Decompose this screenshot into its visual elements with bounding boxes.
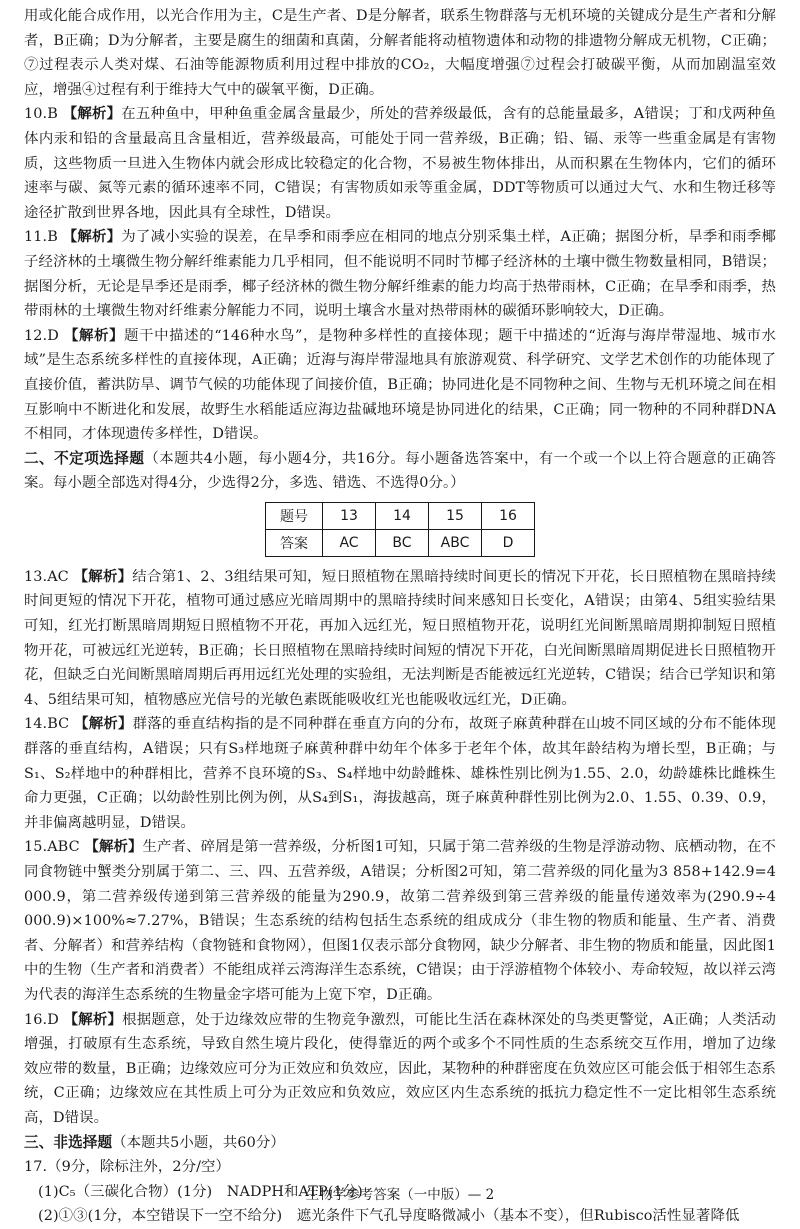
- item-text: 群落的垂直结构指的是不同种群在垂直方向的分布，故斑子麻黄种群在山坡不同区域的分布不能体现群落的垂直结构，A错误；只有S₃样地斑子麻黄种群中幼年个体多于老年个体，故其年龄结构为增长型，B正确；与S₁、S₂样地中的种群相比，营养不良环境的S₃、S₄样地中幼龄雌株、雄株性别比例为1.55、2.0，幼龄雄株比雌株生命力更强，C正确；以幼龄性别比例为例，从S₄到S₁，海拔越高，斑子麻黄种群性别比例为2.0、1.55、0.39、0.9，并非偏离越明显，D错误。: [24, 716, 776, 831]
- item-q11: [24, 225, 776, 323]
- section-3-heading: [24, 1131, 776, 1156]
- item-text: 题干中描述的“146种水鸟”，是物种多样性的直接体现；题干中描述的“近海与海岸带湿地、城市水域”是生态系统多样性的直接体现，A正确；近海与海岸带湿地具有旅游观赏、科学研究、文学艺术创作的功能体现了直接价值，蓄洪防旱、调节气候的功能体现了间接价值，B正确；协同进化是不同物种之间、生物与无机环境之间在相互影响中不断进化和发展，故野生水稻能适应海边盐碱地环境是协同进化的结果，C正确；同一物种的不同种群DNA不相同，才体现遗传多样性，D错误。: [24, 327, 776, 443]
- item-answer: B: [47, 106, 58, 123]
- section-2-title: 二、不定项选择题: [24, 449, 145, 467]
- item-number: 10.: [24, 106, 48, 123]
- analysis-tag: 【解析】: [74, 716, 133, 733]
- analysis-tag: 【解析】: [73, 568, 133, 585]
- analysis-tag: 【解析】: [62, 229, 122, 246]
- item-answer: BC: [47, 716, 70, 733]
- section-3-title: 三、非选择题: [24, 1133, 113, 1151]
- item-q15: [24, 835, 776, 1007]
- item-answer: D: [47, 1011, 59, 1028]
- item-q13: [24, 565, 776, 713]
- item-q12: [24, 324, 776, 447]
- answer-table-answer-row: [266, 529, 535, 556]
- section-2-note: （本题共4小题，每小题4分，共16分。每小题备选答案中，有一个或一个以上符合题意的正确答案。每小题全部选对得4分，少选得2分，多选、错选、不选得0分。）: [24, 450, 776, 492]
- row-label-answer: 答案: [266, 529, 323, 556]
- table-number-cell: 15: [429, 502, 482, 529]
- section-3-note: （本题共5小题，共60分）: [112, 1134, 285, 1151]
- item-number: 14.: [24, 716, 48, 733]
- table-answer-cell: BC: [376, 529, 429, 556]
- item-answer: ABC: [47, 839, 80, 856]
- q17-line-1: (1)C₅（三碳化合物）(1分) NADPH和ATP(1分): [38, 1183, 363, 1200]
- item-number: 13.: [24, 568, 48, 585]
- table-number-cell: 14: [376, 502, 429, 529]
- table-number-cell: 16: [482, 502, 535, 529]
- section-2-heading: [24, 447, 776, 496]
- item-number: 12.: [24, 327, 48, 344]
- item-answer: AC: [47, 568, 69, 585]
- item-q14: [24, 712, 776, 835]
- item-number: 15.: [24, 839, 48, 856]
- answer-table-number-row: [266, 502, 535, 529]
- item-number: 11.: [24, 229, 48, 246]
- row-label-number: 题号: [266, 502, 323, 529]
- item-text: 在五种鱼中，甲种鱼重金属含量最少，所处的营养级最低，含有的总能量最多，A错误；丁和戊两种鱼体内汞和铅的含量最高且含量相近，营养级最高，可能处于同一营养级，B正确；铅、镉、汞等一些重金属是有害物质，这些物质一旦进入生物体内就会形成比较稳定的化合物，不易被生物体排出，从而积累在生物体内，它们的循环速率与碳、氮等元素的循环速率不同，C错误；有害物质如汞等重金属，DDT等物质可以通过大气、水和生物迁移等途径扩散到世界各地，因此具有全球性，D错误。: [24, 106, 776, 221]
- item-text: 生产者、碎屑是第一营养级，分析图1可知，只属于第二营养级的生物是浮游动物、底栖动物，在不同食物链中蟹类分别属于第二、三、四、五营养级，A错误；分析图2可知，第二营养级的同化量为3 858+142.9=4 000.9，第二营养级传递到第三营养级的能量为290.9，故第二营养级到第三营养级的能量传递效率为(290.9÷4 000.9)×100%≈7.27%，B错误；生态系统的结构包括生态系统的组成成分（非生物的物质和能量、生产者、消费者、分解者）和营养结构（食物链和食物网），但图1仅表示部分食物网，缺少分解者、非生物的物质和能量，因此图1中的生物（生产者和消费者）不能组成祥云湾海洋生态系统，C错误；由于浮游植物个体较小、寿命较短，故以祥云湾为代表的海洋生态系统的生物量金字塔可能为上宽下窄，D正确。: [24, 839, 776, 1003]
- answer-table: [265, 502, 535, 557]
- q17-line-2: (2)①③(1分，本空错误下一空不给分) 遮光条件下气孔导度略微减小（基本不变），但Rubisco活性显著降低: [38, 1208, 740, 1225]
- analysis-tag: 【解析】: [84, 839, 143, 856]
- page-footer: 生物学参考答案（一中版）— 2: [305, 1187, 495, 1203]
- item-text: 根据题意，处于边缘效应带的生物竞争激烈，可能比生活在森林深处的鸟类更警觉，A正确；人类活动增强，打破原有生态系统，导致自然生境片段化，使得靠近的两个或多个不同性质的生态系统交互作用，增加了边缘效应带的数量，B正确；边缘效应可分为正效应和负效应，因此，某物种的种群密度在负效应区可能会低于相邻生态系统，C正确；边缘效应在其性质上可分为正效应和负效应，效应区内生态系统的抵抗力稳定性不一定比相邻生态系统高，D错误。: [24, 1011, 776, 1126]
- table-answer-cell: D: [482, 529, 535, 556]
- table-answer-cell: ABC: [429, 529, 482, 556]
- item-q10: [24, 102, 776, 225]
- analysis-tag: 【解析】: [64, 327, 125, 344]
- item-text: 为了减小实验的误差，在旱季和雨季应在相同的地点分别采集土样，A正确；据图分析，旱季和雨季椰子经济林的土壤微生物分解纤维素能力几乎相同，但不能说明不同时节椰子经济林的土壤中微生物数量相同，B错误；据图分析，无论是旱季还是雨季，椰子经济林的微生物分解纤维素的能力均高于热带雨林，C正确；在旱季和雨季，热带雨林的土壤微生物对纤维素分解能力不同，说明土壤含水量对热带雨林的碳循环影响较大，D正确。: [24, 229, 776, 320]
- table-number-cell: 13: [323, 502, 376, 529]
- item-answer: B: [47, 229, 58, 246]
- table-answer-cell: AC: [323, 529, 376, 556]
- q17-header: 17.（9分，除标注外，2分/空）: [24, 1159, 231, 1176]
- item-q16: [24, 1008, 776, 1131]
- intro-continuation: 用或化能合成作用，以光合作用为主，C是生产者、D是分解者，联系生物群落与无机环境的关键成分是生产者和分解者，B正确；D为分解者，主要是腐生的细菌和真菌，分解者能将动植物遗体和动物的排遗物分解成无机物，C正确；⑦过程表示人类对煤、石油等能源物质利用过程中排放的CO₂，大幅度增强⑦过程会打破碳平衡，从而加剧温室效应，增强④过程有利于维持大气中的碳氧平衡，D正确。: [24, 8, 776, 98]
- analysis-tag: 【解析】: [63, 1011, 123, 1028]
- analysis-tag: 【解析】: [62, 106, 122, 123]
- item-number: 16.: [24, 1011, 48, 1028]
- answer-page: [24, 4, 776, 1229]
- item-answer: D: [47, 327, 59, 344]
- item-text: 结合第1、2、3组结果可知，短日照植物在黑暗持续时间更长的情况下开花，长日照植物在黑暗持续时间更短的情况下开花，植物可通过感应光暗周期中的黑暗持续时间来感知日长变化，A错误；由第4、5组实验结果可知，红光打断黑暗周期短日照植物不开花，再加入远红光，短日照植物开花，说明红光间断黑暗周期抑制短日照植物开花，可被远红光逆转，B正确；长日照植物在黑暗持续时间短的情况下开花，白光间断黑暗周期促进长日照植物开花，但缺乏白光间断黑暗周期后再用远红光处理的实验组，无法判断是否能被远红光逆转，C错误；结合已学知识和第4、5组结果可知，植物感应光信号的光敏色素既能吸收红光也能吸收远红光，D正确。: [24, 568, 776, 708]
